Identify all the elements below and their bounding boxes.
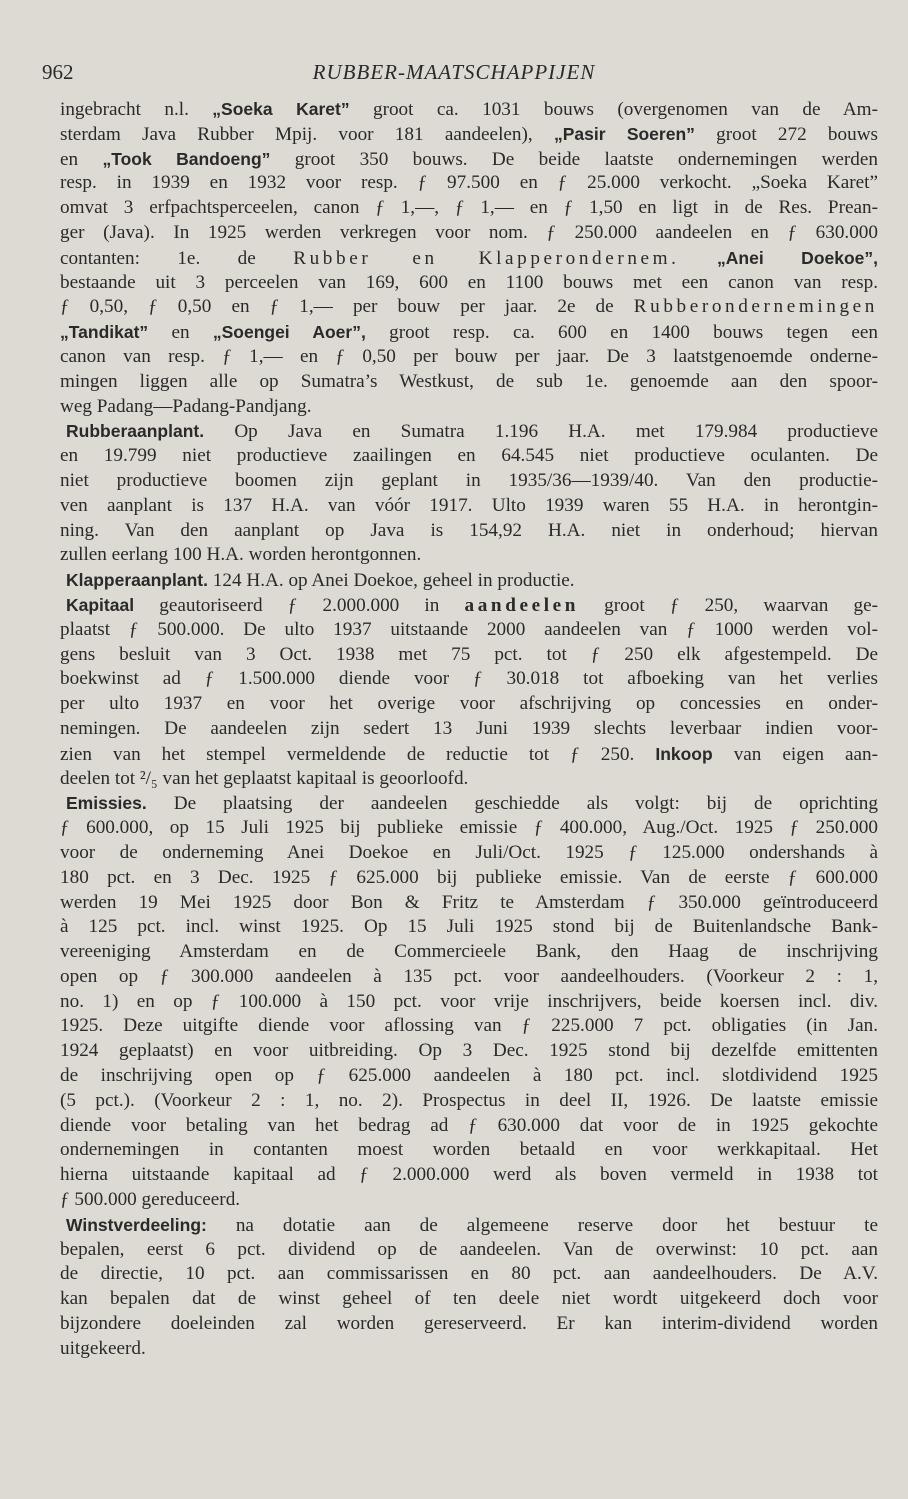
klapper-paragraph — [60, 568, 878, 593]
estate-name: „Soeka Karet” — [212, 99, 350, 119]
text-run: contanten: 1e. de — [60, 247, 294, 269]
text-line: voor de onderneming Anei Doekoe en Juli/Oct. 1925 ƒ 125.000 ondershands à — [60, 841, 878, 863]
text-line: 180 pct. en 3 Dec. 1925 ƒ 625.000 bij publieke emissie. Van de eerste ƒ 600.000 — [60, 866, 878, 888]
text-run: Op Java en Sumatra 1.196 H.A. met 179.984 productieve — [204, 421, 878, 443]
text-run: zien van het stempel vermeldende de reductie tot ƒ 250. — [60, 743, 656, 765]
section-label: Klapperaanplant. — [66, 570, 208, 591]
text-line: boekwinst ad ƒ 1.500.000 diende voor ƒ 30.018 tot afboeking van het verlies — [60, 668, 878, 690]
text-line: mingen liggen alle op Sumatra’s Westkust, de sub 1e. genoemde aan den spoor- — [60, 370, 878, 392]
text-line: 1924 geplaatst) en voor uitbreiding. Op 3 Dec. 1925 stond bij dezelfde emittenten — [60, 1040, 878, 1062]
text-line: canon van resp. ƒ 1,— en ƒ 0,50 per bouw per jaar. De 3 laatstgenoemde onderne- — [60, 345, 878, 367]
text-line: weg Padang—Padang-Pandjang. — [60, 395, 312, 417]
page-number: 962 — [42, 60, 74, 84]
text-run: groot ca. 1031 bouws (overgenomen van de Am- — [349, 99, 878, 120]
section-label: Kapitaal — [66, 594, 135, 615]
text-line: ger (Java). In 1925 werden verkregen voor nom. ƒ 250.000 aandeelen en ƒ 630.000 — [60, 221, 878, 243]
text-run: ingebracht n.l. — [60, 99, 213, 120]
text-line: bepalen, eerst 6 pct. dividend op de aandeelen. Van de overwinst: 10 pct. aan — [60, 1238, 878, 1260]
text-run: na dotatie aan de algemeene reserve door het bestuur te — [206, 1214, 878, 1236]
text-line: open op ƒ 300.000 aandeelen à 135 pct. voor aandeelhouders. (Voorkeur 2 : 1, — [60, 965, 878, 987]
estate-name: „Took Bandoeng” — [102, 148, 271, 169]
text-line — [60, 246, 878, 271]
text-line — [60, 320, 878, 345]
text-line — [60, 742, 878, 767]
text-line — [60, 593, 878, 618]
text-line: omvat 3 erfpachtsperceelen, canon ƒ 1,—, ƒ 1,— en ƒ 1,50 en ligt in de Res. Prean- — [60, 197, 878, 219]
text-line: en 19.799 niet productieve zaailingen en 64.545 niet productieve oculanten. De — [60, 445, 878, 467]
text-line: ven aanplant is 137 H.A. van vóór 1917. Ulto 1939 waren 55 H.A. in herontgin- — [60, 494, 878, 516]
text-line: ondernemingen in contanten moest worden betaald en voor werkkapitaal. Het — [60, 1139, 878, 1161]
text-line: resp. in 1939 en 1932 voor resp. ƒ 97.500 en ƒ 25.000 verkocht. „Soeka Karet” — [60, 172, 878, 194]
winst-paragraph — [60, 1213, 878, 1362]
text-line: bestaande uit 3 perceelen van 169, 600 en 1100 bouws met een canon van resp. — [60, 271, 878, 293]
spaced-text: Rubberondernemingen — [633, 296, 878, 318]
section-label: Rubberaanplant. — [66, 421, 205, 442]
text-line — [60, 97, 878, 122]
text-line: kan bepalen dat de winst geheel of ten deele niet wordt uitgekeerd doch voor — [60, 1288, 878, 1310]
text-run: De plaatsing der aandeelen geschiedde als volgt: bij de oprichting — [146, 793, 878, 815]
estate-name: „Tandikat” — [60, 322, 149, 343]
text-run: ƒ 0,50, ƒ 0,50 en ƒ 1,— per bouw per jaar. 2e de — [60, 296, 634, 318]
text-line: 1925. Deze uitgifte diende voor aflossing van ƒ 225.000 7 pct. obligaties (in Jan. — [60, 1015, 878, 1037]
text-line — [60, 122, 878, 147]
section-label: Inkoop — [655, 743, 713, 764]
text-line: uitgekeerd. — [60, 1337, 146, 1359]
text-line: diende voor betaling van het bedrag ad ƒ 630.000 dat voor de in 1925 gekochte — [60, 1114, 878, 1136]
text-line — [60, 767, 878, 792]
text-line: vereeniging Amsterdam en de Commercieele Bank, den Haag de inschrijving — [60, 941, 878, 963]
text-run: deelen tot — [60, 767, 140, 789]
text-line: niet productieve boomen zijn geplant in 1935/36—1939/40. Van den productie- — [60, 469, 878, 491]
text-line: (5 pct.). (Voorkeur 2 : 1, no. 2). Prospectus in deel II, 1926. De laatste emissie — [60, 1089, 878, 1111]
text-run: groot 350 bouws. De beide laatste ondernemingen werden — [270, 148, 878, 170]
emissies-paragraph — [60, 791, 878, 1213]
text-line: plaatst ƒ 500.000. De ulto 1937 uitstaande 2000 aandeelen van ƒ 1000 werden vol- — [60, 618, 878, 640]
text-line: de directie, 10 pct. aan commissarissen en 80 pct. aan aandeelhouders. De A.V. — [60, 1263, 878, 1285]
estate-name: „Soengei Aoer”, — [212, 322, 366, 343]
rubber-paragraph — [60, 419, 878, 568]
text-line: zullen eerlang 100 H.A. worden herontgonnen. — [60, 544, 422, 566]
text-run: van het geplaatst kapitaal is geoorloofd. — [157, 767, 469, 789]
text-line: ƒ 500.000 gereduceerd. — [60, 1189, 241, 1211]
text-run: en — [60, 148, 103, 170]
text-line: ƒ 600.000, op 15 Juli 1925 bij publieke emissie ƒ 400.000, Aug./Oct. 1925 ƒ 250.000 — [60, 817, 878, 839]
spaced-text: aandeelen — [464, 594, 580, 616]
text-line — [60, 1213, 878, 1238]
text-line: à 125 pct. incl. winst 1925. Op 15 Juli 1925 stond bij de Buitenlandsche Bank- — [60, 916, 878, 938]
text-run: groot ƒ 250, waarvan ge- — [579, 594, 878, 616]
text-line: gens besluit van 3 Oct. 1938 met 75 pct. tot ƒ 250 elk afgestempeld. De — [60, 643, 878, 665]
text-line: de inschrijving open op ƒ 625.000 aandeelen à 180 pct. incl. slotdividend 1925 — [60, 1065, 878, 1087]
text-run: groot resp. ca. 600 en 1400 bouws tegen een — [365, 322, 878, 344]
text-line: nemingen. De aandeelen zijn sedert 13 Juni 1939 slechts leverbaar indien voor- — [60, 717, 878, 739]
text-run: en — [148, 322, 213, 344]
estate-name: „Pasir Soeren” — [553, 123, 695, 144]
text-run — [680, 248, 717, 269]
fraction: ²/₅ — [139, 767, 158, 789]
page-body — [60, 97, 878, 1362]
text-line: ning. Van den aanplant op Java is 154,92 H.A. niet in onderhoud; hiervan — [60, 519, 878, 541]
estate-name: „Anei Doekoe”, — [717, 247, 878, 268]
text-line: per ulto 1937 en voor het overige voor afschrijving op concessies en onder- — [60, 693, 878, 715]
text-run: groot 272 bouws — [694, 123, 878, 145]
text-run: geautoriseerd ƒ 2.000.000 in — [134, 594, 465, 616]
text-line: bijzondere doeleinden zal worden gereserveerd. Er kan interim-dividend worden — [60, 1313, 878, 1335]
intro-paragraph — [60, 97, 878, 419]
text-run: sterdam Java Rubber Mpij. voor 181 aandeelen), — [60, 123, 554, 145]
text-line — [60, 791, 878, 816]
text-line: hierna uitstaande kapitaal ad ƒ 2.000.000 werd als boven vermeld in 1938 tot — [60, 1164, 878, 1186]
running-title: RUBBER-MAATSCHAPPIJEN — [312, 60, 596, 84]
text-run: 124 H.A. op Anei Doekoe, geheel in productie. — [207, 570, 575, 592]
spaced-text: Rubber en Klapperondernem. — [293, 247, 680, 269]
text-line — [60, 419, 878, 444]
kapitaal-paragraph — [60, 593, 878, 791]
page-header — [42, 60, 866, 90]
text-line: werden 19 Mei 1925 door Bon & Fritz te Amsterdam ƒ 350.000 geïntroduceerd — [60, 891, 878, 913]
text-line — [60, 147, 878, 172]
section-label: Emissies. — [66, 793, 147, 814]
text-line — [60, 295, 878, 320]
text-line — [60, 568, 878, 593]
section-label: Winstverdeeling: — [66, 1214, 207, 1235]
text-run: van eigen aan- — [712, 743, 878, 765]
text-line: no. 1) en op ƒ 100.000 à 150 pct. voor vrije inschrijvers, beide koersen incl. div. — [60, 990, 878, 1012]
